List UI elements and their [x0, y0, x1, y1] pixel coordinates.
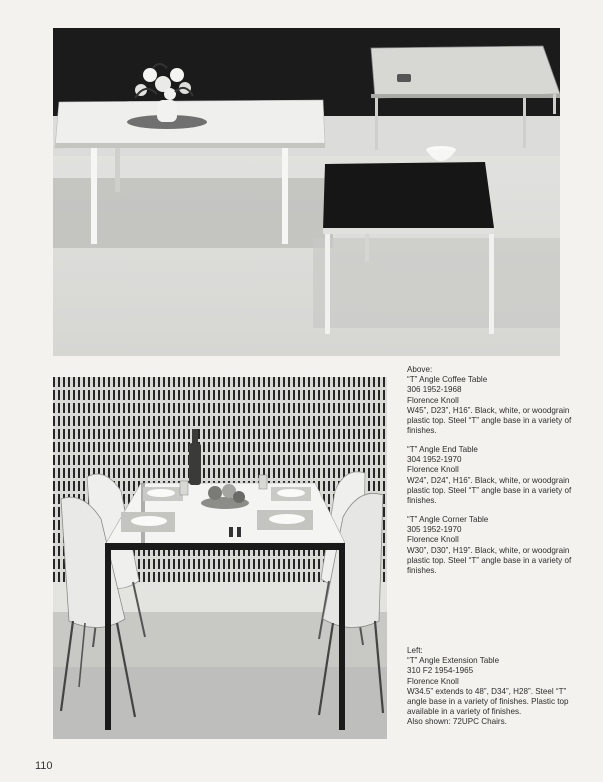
- caption-coffee-table: [407, 365, 582, 436]
- extension-table-photo-illustration: [53, 377, 387, 739]
- tables-photo-illustration: [53, 28, 560, 356]
- caption-specs: W45”, D23”, H16”. Black, white, or woodgrain plastic top. Steel “T” angle base in a variety of finishes.: [407, 405, 572, 436]
- page-number: 110: [35, 760, 53, 772]
- photo-extension-table: [53, 377, 387, 739]
- caption-extension-table: [407, 646, 582, 728]
- caption-model-years: 306 1952-1968: [407, 385, 462, 395]
- caption-product-name: “T” Angle End Table: [407, 445, 478, 454]
- caption-specs: W30”, D30”, H19”. Black, white, or woodgrain plastic top. Steel “T” angle base in a variety of finishes.: [407, 545, 572, 576]
- caption-specs: W34.5” extends to 48”, D34”, H28”. Steel “T” angle base in a variety of finishes. Plastic top available in a variety of finishes.: [407, 686, 569, 717]
- caption-model-years: 304 1952-1970: [407, 455, 462, 465]
- caption-designer: Florence Knoll: [407, 465, 459, 475]
- caption-product-name: “T” Angle Coffee Table: [407, 375, 488, 385]
- photo-t-angle-tables: [53, 28, 560, 356]
- caption-designer: Florence Knoll: [407, 535, 459, 545]
- caption-designer: Florence Knoll: [407, 676, 459, 686]
- caption-corner-table: [407, 515, 582, 576]
- caption-end-table: [407, 445, 582, 506]
- caption-product-name: “T” Angle Extension Table: [407, 656, 500, 666]
- caption-product-name: “T” Angle Corner Table: [407, 515, 489, 524]
- caption-model-years: 310 F2 1954-1965: [407, 666, 474, 676]
- caption-position-label: Above:: [407, 365, 433, 374]
- caption-designer: Florence Knoll: [407, 395, 459, 405]
- caption-specs: W24”, D24”, H16”. Black, white, or woodgrain plastic top. Steel “T” angle base in a variety of finishes.: [407, 475, 572, 506]
- caption-position-label: Left:: [407, 646, 423, 655]
- caption-model-years: 305 1952-1970: [407, 525, 462, 535]
- caption-also-shown: Also shown: 72UPC Chairs.: [407, 717, 507, 727]
